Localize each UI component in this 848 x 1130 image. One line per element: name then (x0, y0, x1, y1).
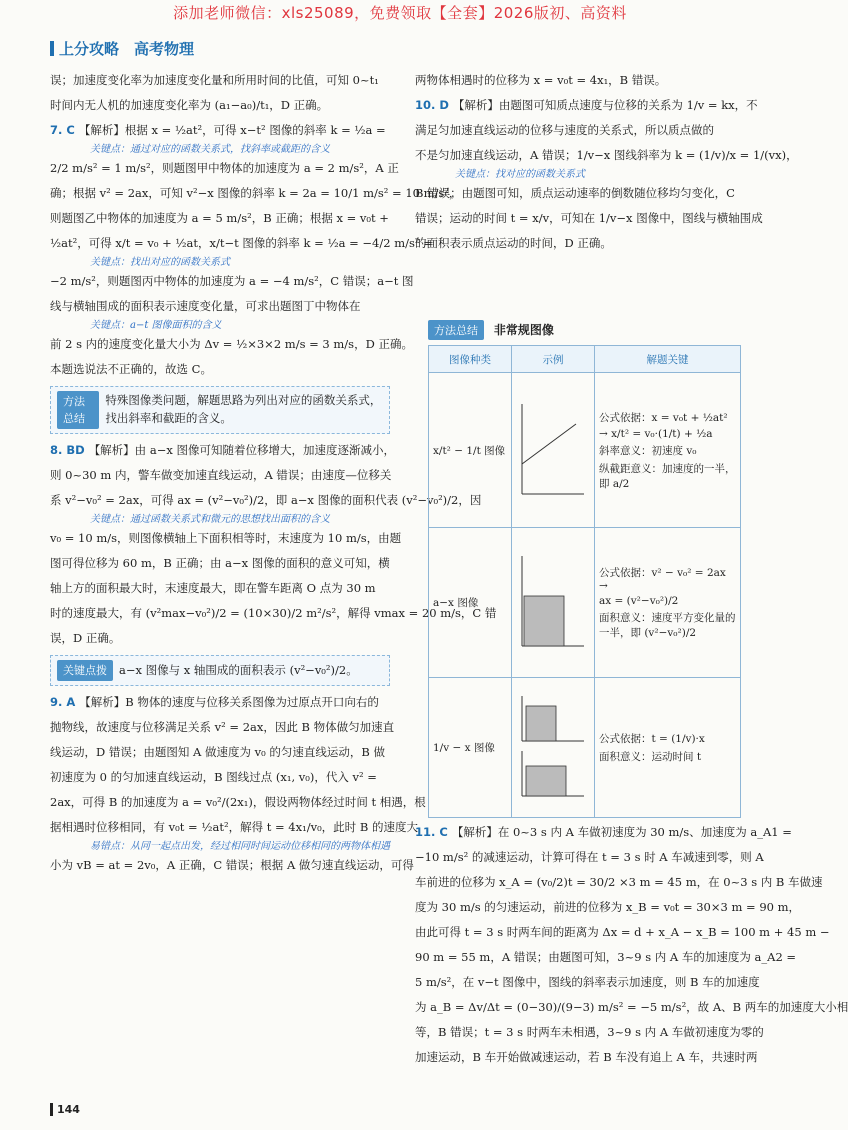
text-line (50, 206, 390, 231)
text-content: 2/2 m/s² = 1 m/s²，则题图甲中物体的加速度为 a = 2 m/s²，A 正 (50, 160, 399, 175)
text-line (415, 820, 792, 845)
question-number: 10. D (415, 97, 449, 112)
text-line (50, 156, 399, 181)
text-content: 为 a_B = Δv/Δt = (0−30)/(9−3) m/s² = −5 m/s²，故 A、B 两车的加速度大小相 (415, 999, 848, 1014)
method-summary-title: 非常规图像 (493, 323, 554, 337)
header-bar (50, 41, 54, 56)
text-content: 两物体相遇时的位移为 x = v₀t = 4x₁，B 错误。 (415, 72, 667, 87)
table-header-kind: 图像种类 (429, 346, 512, 373)
text-content: −10 m/s² 的减速运动，计算可得在 t = 3 s 时 A 车减速到零，则 A (415, 849, 764, 864)
text-line (415, 920, 830, 945)
text-line (50, 181, 461, 206)
text-content: 抛物线，故速度与位移满足关系 v² = 2ax，因此 B 物体做匀加速直 (50, 719, 395, 734)
text-content: 线运动，D 错误；由题图知 A 做速度为 v₀ 的匀速直线运动，B 做 (50, 744, 386, 759)
table-row (429, 373, 741, 528)
key-line: 公式依据：t = (1/v)·x (599, 733, 705, 745)
text-line (50, 438, 395, 463)
text-line (415, 1045, 758, 1070)
text-content: B 错误；由题图可知，质点运动速率的倒数随位移均匀变化，C (415, 185, 735, 200)
text-line (50, 526, 402, 551)
key-line: 斜率意义：初速度 v₀ (599, 444, 697, 457)
table-cell-kind: 1/v − x 图像 (429, 678, 512, 818)
method-summary-label: 方法总结 (428, 320, 484, 340)
summary-box-text: a−x 图像与 x 轴围成的面积表示 (v²−v₀²)/2。 (119, 662, 358, 677)
annotation-text: 关键点：a−t 图像面积的含义 (90, 320, 222, 331)
text-content: 度为 30 m/s 的匀速运动，前进的位移为 x_B = v₀t = 30×3 m = 90 m， (415, 899, 801, 914)
right-column-top (415, 68, 798, 256)
question-number: 7. C (50, 122, 75, 137)
table-row (429, 678, 741, 818)
text-line (415, 1020, 764, 1045)
text-content: 【解析】由题图可知质点速度与位移的关系为 1/v = kx，不 (452, 97, 758, 112)
key-line: 面积意义：运动时间 t (599, 751, 702, 763)
annotation-note (90, 256, 390, 269)
header-title: 上分攻略 高考物理 (59, 40, 195, 58)
text-line (415, 206, 763, 231)
text-content: 系 v²−v₀² = 2ax，可得 ax = (v²−v₀²)/2，即 a−x 图像的面积代表 (v²−v₀²)/2，因 (50, 492, 482, 507)
text-line (415, 143, 798, 168)
text-content: 图可得位移为 60 m，B 正确；由 a−x 图像的面积的意义可知，横 (50, 555, 390, 570)
question-number: 11. C (415, 824, 448, 839)
method-table (428, 345, 741, 818)
text-content: 据相遇时位移相同，有 v₀t = ½at²，解得 t = 4x₁/v₀，此时 B 的速度大 (50, 819, 418, 834)
text-line (50, 790, 426, 815)
text-line (50, 815, 418, 840)
text-content: 轴上方的面积最大时，末速度最大，即在警车距离 O 点为 30 m (50, 580, 376, 595)
text-line (415, 68, 755, 93)
text-content: 2ax，可得 B 的加速度为 a = v₀²/(2x₁)，假设两物体经过时间 t 相遇，根 (50, 794, 426, 809)
text-content: 由此可得 t = 3 s 时两车间的距离为 Δx = d + x_A − x_B = 100 m + 45 m − (415, 924, 830, 939)
text-line (50, 332, 413, 357)
text-content: 90 m = 55 m，A 错误；由题图可知，3~9 s 内 A 车的加速度为 a_A2 = (415, 949, 797, 964)
shaded-area-top (526, 706, 556, 741)
text-line (50, 93, 390, 118)
text-line (50, 626, 390, 651)
table-row (429, 528, 741, 678)
page-header (50, 38, 194, 59)
table-cell-key (595, 678, 741, 818)
text-line (50, 68, 390, 93)
text-content: −2 m/s²，则题图丙中物体的加速度为 a = −4 m/s²，C 错误；a−t 图 (50, 273, 414, 288)
table-cell-example (512, 678, 595, 818)
table-cell-key (595, 373, 741, 528)
text-content: 则 0~30 m 内，警车做变加速直线运动，A 错误；由速度—位移关 (50, 467, 392, 482)
annotation-note (90, 319, 390, 332)
text-content: 误；加速度变化率为加速度变化量和所用时间的比值，可知 0~t₁ (50, 72, 379, 87)
text-content: 则题图乙中物体的加速度为 a = 5 m/s²，B 正确；根据 x = v₀t + (50, 210, 389, 225)
watermark-banner: 添加老师微信：xls25089，免费领取【全套】2026版初、高资料 (173, 4, 627, 22)
text-line (415, 895, 801, 920)
annotation-text: 关键点：找对应的函数关系式 (455, 169, 585, 180)
table-cell-kind: x/t² − 1/t 图像 (429, 373, 512, 528)
text-content: 时的速度最大，有 (v²max−v₀²)/2 = (10×30)/2 m²/s²，解得 vmax = 20 m/s，C 错 (50, 605, 497, 620)
summary-box (50, 655, 390, 686)
annotation-note (90, 840, 390, 853)
right-column-bottom (415, 820, 848, 1070)
key-line: → x/t² = v₀·(1/t) + ½a (599, 427, 713, 440)
key-line: 纵截距意义：加速度的一半，即 a/2 (599, 462, 736, 490)
key-line: ax = (v²−v₀²)/2 (599, 595, 679, 607)
key-line: 面积意义：速度平方变化量的一半，即 (v²−v₀²)/2 (599, 612, 736, 639)
text-content: 车前进的位移为 x_A = (v₀/2)t = 30/2 ×3 m = 45 m，在 0~3 s 内 B 车做速 (415, 874, 823, 889)
text-line (50, 715, 395, 740)
text-line (50, 551, 390, 576)
annotation-note (90, 513, 390, 526)
table-cell-kind: a−x 图像 (429, 528, 512, 678)
method-table-container (428, 345, 741, 818)
text-line (50, 294, 390, 319)
text-content: 【解析】由 a−x 图像可知随着位移增大，加速度逐渐减小， (88, 442, 395, 457)
text-line (50, 231, 433, 256)
table-cell-example (512, 528, 595, 678)
key-line: 公式依据：v² − v₀² = 2ax → (599, 567, 726, 592)
text-line (415, 231, 755, 256)
question-number: 8. BD (50, 442, 85, 457)
text-line (50, 488, 482, 513)
annotation-note (455, 168, 755, 181)
text-line (415, 945, 797, 970)
shaded-area (524, 596, 564, 646)
text-line (50, 576, 390, 601)
method-summary-header (428, 320, 554, 340)
shaded-area-bottom (526, 766, 566, 796)
text-content: 的面积表示质点运动的时间，D 正确。 (415, 235, 612, 250)
example-graph (516, 546, 588, 656)
key-line: 公式依据：x = v₀t + ½at² (599, 411, 728, 424)
text-content: 小为 vB = at = 2v₀，A 正确，C 错误；根据 A 做匀速直线运动，可得 (50, 857, 414, 872)
example-graph (516, 394, 588, 504)
text-line (415, 970, 760, 995)
text-content: 【解析】在 0~3 s 内 A 车做初速度为 30 m/s、加速度为 a_A1 = (451, 824, 792, 839)
text-content: 线与横轴围成的面积表示速度变化量，可求出题图丁中物体在 (50, 298, 361, 313)
table-cell-key (595, 528, 741, 678)
annotation-text: 关键点：通过对应的函数关系式，找斜率或截距的含义 (90, 144, 330, 155)
table-header-key: 解题关键 (595, 346, 741, 373)
text-content: 【解析】B 物体的速度与位移关系图像为过原点开口向右的 (79, 694, 379, 709)
text-content: 错误；运动的时间 t = x/v，可知在 1/v−x 图像中，图线与横轴围成 (415, 210, 763, 225)
text-content: 【解析】根据 x = ½at²，可得 x−t² 图像的斜率 k = ½a = (78, 122, 386, 137)
text-line (50, 690, 390, 715)
text-content: 时间内无人机的加速度变化率为 (a₁−a₀)/t₁，D 正确。 (50, 97, 329, 112)
text-line (50, 118, 390, 143)
annotation-text: 关键点：找出对应的函数关系式 (90, 257, 230, 268)
table-cell-example (512, 373, 595, 528)
text-line (415, 870, 823, 895)
text-content: 初速度为 0 的匀加速直线运动，B 图线过点 (x₁, v₀)，代入 v² = (50, 769, 377, 784)
summary-box-text: 特殊图像类问题，解题思路为列出对应的函数关系式，找出斜率和截距的含义。 (105, 393, 382, 426)
text-content: 本题选说法不正确的，故选 C。 (50, 361, 212, 376)
text-line (415, 995, 848, 1020)
summary-box (50, 386, 390, 434)
summary-box-label: 关键点拨 (57, 660, 113, 681)
annotation-note (90, 143, 390, 156)
text-content: 满足匀加速直线运动的位移与速度的关系式，所以质点做的 (415, 122, 714, 137)
text-line (50, 765, 390, 790)
text-content: 前 2 s 内的速度变化量大小为 Δv = ½×3×2 m/s = 3 m/s，D 正确。 (50, 336, 413, 351)
text-line (50, 357, 390, 382)
page-number: 144 (50, 1103, 80, 1116)
text-content: v₀ = 10 m/s，则图像横轴上下面积相等时，末速度为 10 m/s，由题 (50, 530, 402, 545)
text-content: ½at²，可得 x/t = v₀ + ½at，x/t−t 图像的斜率 k = ½a = −4/2 m/s² = (50, 235, 433, 250)
example-graph (516, 691, 588, 801)
table-header-example: 示例 (512, 346, 595, 373)
text-line (50, 853, 414, 878)
question-number: 9. A (50, 694, 76, 709)
text-line (415, 845, 764, 870)
text-line (415, 93, 758, 118)
text-content: 误，D 正确。 (50, 630, 121, 645)
text-line (415, 181, 755, 206)
text-content: 确；根据 v² = 2ax，可知 v²−x 图像的斜率 k = 2a = 10/1 m/s² = 10 m/s²， (50, 185, 461, 200)
text-line (415, 118, 755, 143)
text-line (50, 463, 390, 488)
graph-line (522, 424, 576, 464)
text-line (50, 269, 414, 294)
annotation-text: 关键点：通过函数关系式和微元的思想找出面积的含义 (90, 514, 330, 526)
annotation-text: 易错点：从同一起点出发，经过相同时间运动位移相同的两物体相遇 (90, 841, 390, 853)
summary-box-label: 方法总结 (57, 391, 99, 429)
text-line (50, 740, 390, 765)
text-content: 加速运动，B 车开始做减速运动，若 B 车没有追上 A 车，共速时两 (415, 1049, 758, 1064)
text-content: 等，B 错误；t = 3 s 时两车未相遇，3~9 s 内 A 车做初速度为零的 (415, 1024, 764, 1039)
text-content: 不是匀加速直线运动，A 错误；1/v−x 图线斜率为 k = (1/v)/x = 1/(vx)， (415, 147, 798, 162)
text-content: 5 m/s²，在 v−t 图像中，图线的斜率表示加速度，则 B 车的加速度 (415, 974, 760, 989)
